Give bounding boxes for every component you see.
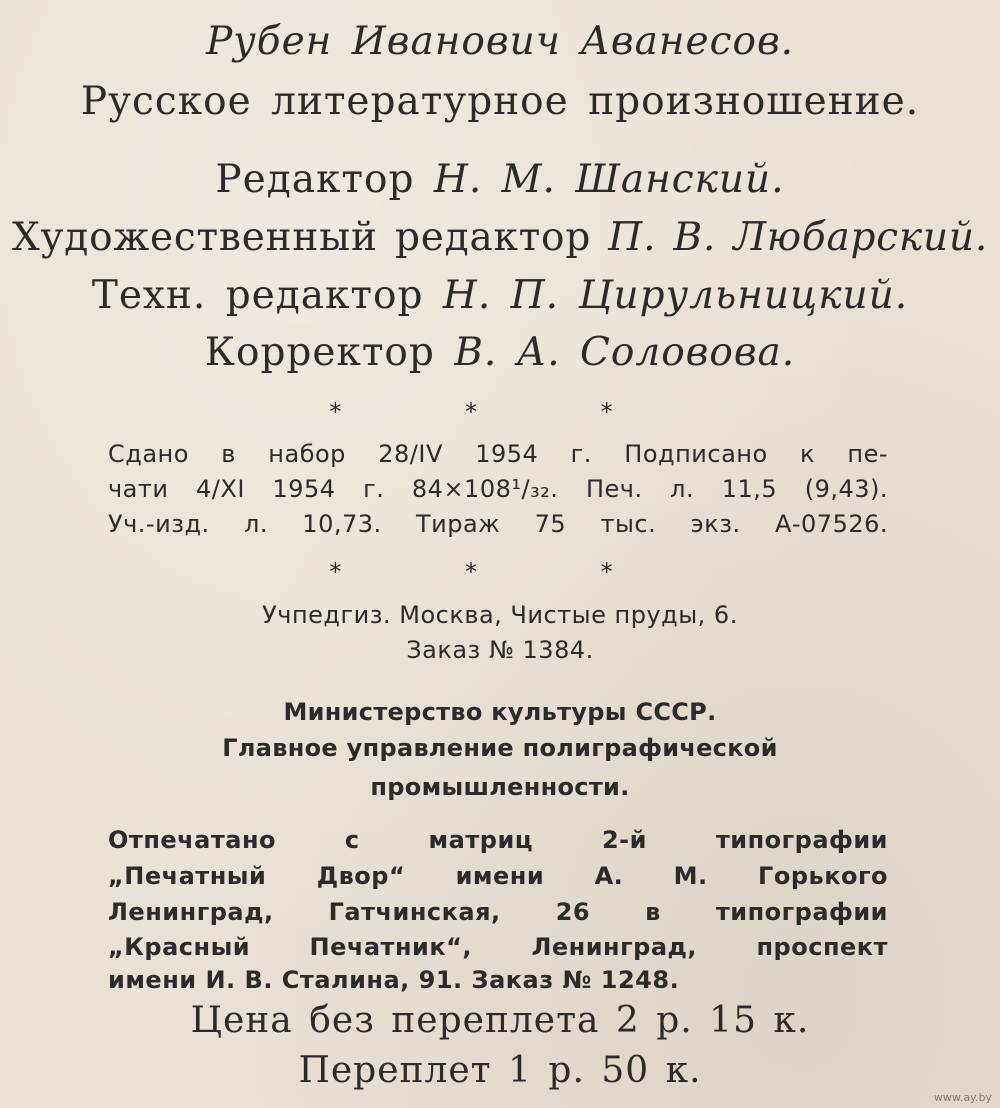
book-title: Русское литературное произношение. [80,79,920,124]
corrector-credit [0,330,1000,375]
author-name: Рубен Иванович Аванесов. [205,19,795,64]
editor-role: Редактор [215,157,415,202]
ministry-line-1: Министерство культуры СССР. [283,698,717,726]
print-info-line-2: чати 4/XI 1954 г. 84×108¹/₃₂. Печ. л. 11,5 (9,43). [108,475,888,503]
tech-editor-name: Н. П. Цирульницкий. [442,273,909,318]
watermark: www.ay.by [933,1091,992,1104]
corrector-role: Корректор [204,330,435,375]
corrector-name: В. А. Соловова. [454,330,796,375]
publisher-line-1: Учпедгиз. Москва, Чистые пруды, 6. [262,601,738,629]
art-editor-name: П. В. Любарский. [608,215,989,260]
editor-credit [0,157,1000,202]
art-editor-credit [0,215,1000,260]
tech-editor-role: Техн. редактор [91,273,424,318]
printing-line-3: Ленинград, Гатчинская, 26 в типографии [108,898,888,926]
ministry-line-3: промышленности. [370,773,630,801]
ministry-line-2: Главное управление полиграфической [222,734,778,762]
tech-editor-credit [0,273,1000,318]
editor-name: Н. М. Шанский. [433,157,785,202]
asterism-separator: * * * [329,558,671,586]
price-binding: Переплет 1 р. 50 к. [298,1050,702,1091]
art-editor-role: Художественный редактор [11,215,592,260]
print-info-line-3: Уч.-изд. л. 10,73. Тираж 75 тыс. экз. А-07526. [108,510,888,538]
asterism-separator: * * * [329,398,671,426]
printing-line-2: „Печатный Двор“ имени А. М. Горького [108,862,888,890]
publisher-order: Заказ № 1384. [406,636,594,664]
printing-line-1: Отпечатано с матриц 2-й типографии [108,826,888,854]
printing-line-4: „Красный Печатник“, Ленинград, проспект [108,933,888,961]
price-without-binding: Цена без переплета 2 р. 15 к. [190,1000,810,1041]
printing-line-5: имени И. В. Сталина, 91. Заказ № 1248. [108,966,680,994]
print-info-line-1: Сдано в набор 28/IV 1954 г. Подписано к пе- [108,440,888,468]
